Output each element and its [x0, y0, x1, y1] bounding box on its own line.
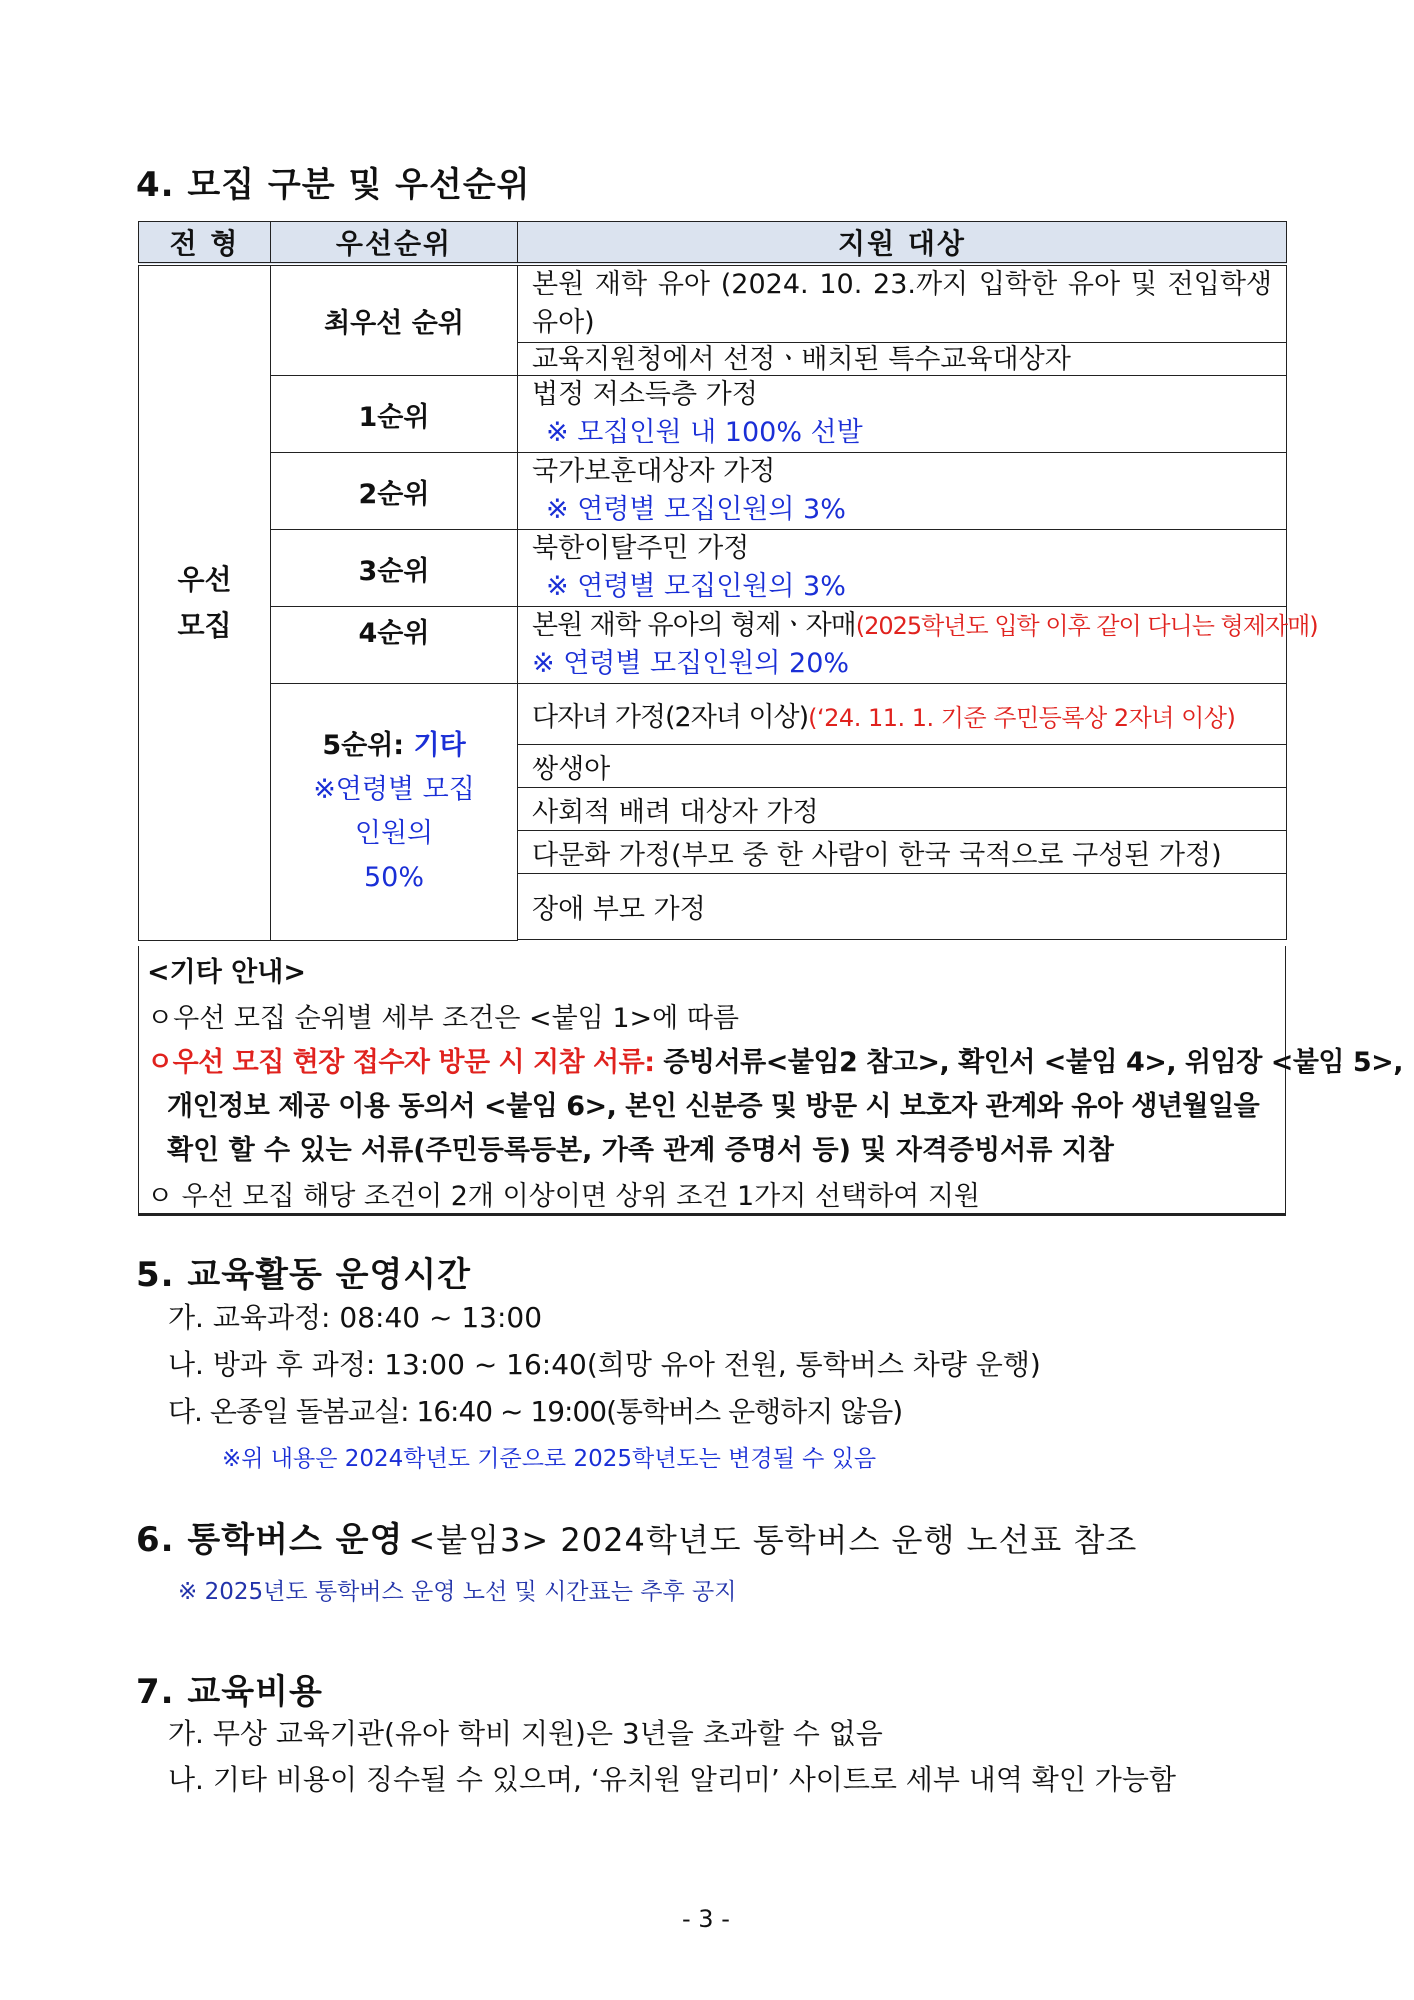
rank-4: 4순위 — [271, 607, 518, 684]
target-5-2: 쌍생아 — [518, 745, 1287, 788]
s6-note: ※ 2025년도 통학버스 운영 노선 및 시간표는 추후 공지 — [178, 1579, 737, 1605]
section-4-title: 4. 모집 구분 및 우선순위 — [136, 165, 531, 205]
target-4-red: (2025학년도 입학 이후 같이 다니는 형제자매) — [855, 612, 1318, 640]
guide-line-1: ㅇ우선 모집 순위별 세부 조건은 <붙임 1>에 따름 — [147, 1003, 739, 1034]
target-5-1 — [518, 684, 1287, 745]
section-6-title: 6. 통학버스 운영 — [136, 1520, 404, 1560]
rank-5-prefix: 5순위: — [322, 729, 405, 761]
section-6-heading — [136, 1512, 1137, 1561]
target-5-4: 다문화 가정(부모 중 한 사람이 한국 국적으로 구성된 가정) — [518, 831, 1287, 874]
target-2-text: 국가보훈대상자 가정 — [532, 456, 776, 487]
target-1-note: ※ 모집인원 내 100% 선발 — [546, 417, 863, 448]
guide-line-5: ㅇ 우선 모집 해당 조건이 2개 이상이면 상위 조건 1가지 선택하여 지원 — [147, 1181, 980, 1212]
type-label-1: 우선 — [177, 562, 232, 596]
rank-5-label — [271, 724, 517, 768]
target-2-note: ※ 연령별 모집인원의 3% — [546, 494, 846, 525]
target-5-5: 장애 부모 가정 — [518, 874, 1287, 940]
s5-item-3: 다. 온종일 돌봄교실: 16:40 ~ 19:00(통학버스 운행하지 않음) — [168, 1395, 903, 1428]
s5-item-2: 나. 방과 후 과정: 13:00 ~ 16:40(희망 유아 전원, 통학버스 차량 운행) — [168, 1348, 1041, 1381]
target-2 — [518, 453, 1287, 530]
target-5-3: 사회적 배려 대상자 가정 — [518, 788, 1287, 831]
header-type: 전 형 — [139, 222, 271, 265]
rank-2: 2순위 — [271, 453, 518, 530]
guide-title: <기타 안내> — [147, 957, 306, 988]
target-4 — [518, 607, 1318, 684]
s5-note: ※위 내용은 2024학년도 기준으로 2025학년도는 변경될 수 있음 — [222, 1446, 877, 1472]
target-3 — [518, 530, 1287, 607]
priority-table — [138, 221, 1318, 941]
section-6-title-rest: <붙임3> 2024학년도 통학버스 운행 노선표 참조 — [408, 1521, 1138, 1559]
rank-5-note-1: ※연령별 모집 — [313, 773, 475, 805]
type-label-2: 모집 — [177, 608, 232, 642]
guide-box — [138, 946, 1404, 1216]
rank-5-suffix: 기타 — [413, 729, 466, 761]
target-4-note: ※ 연령별 모집인원의 20% — [532, 648, 850, 679]
section-5-title: 5. 교육활동 운영시간 — [136, 1255, 471, 1295]
target-1 — [518, 376, 1287, 453]
target-3-text: 북한이탈주민 가정 — [532, 533, 750, 564]
target-5-1-red: (‘24. 11. 1. 기준 주민등록상 2자녀 이상) — [808, 703, 1236, 732]
rank-5 — [271, 684, 518, 941]
guide-line-3: 개인정보 제공 이용 동의서 <붙임 6>, 본인 신분증 및 방문 시 보호자 관계와 유아 생년월일을 — [167, 1091, 1260, 1122]
rank-top: 최우선 순위 — [271, 264, 518, 376]
s7-item-2: 나. 기타 비용이 징수될 수 있으며, ‘유치원 알리미’ 사이트로 세부 내역 확인 가능함 — [168, 1763, 1176, 1796]
target-3-note: ※ 연령별 모집인원의 3% — [546, 571, 846, 602]
rank-5-note-2: 인원의 — [354, 817, 434, 849]
guide-line-2 — [147, 1040, 1403, 1079]
target-5-1-text: 다자녀 가정(2자녀 이상) — [532, 701, 809, 733]
target-4-text: 본원 재학 유아의 형제ㆍ자매 — [532, 610, 856, 641]
spacer — [518, 940, 1287, 941]
section-7-title: 7. 교육비용 — [136, 1672, 323, 1712]
rank-5-note-3: 50% — [363, 861, 424, 893]
header-target: 지원 대상 — [518, 222, 1287, 265]
guide-line-2-black: 증빙서류<붙임2 참고>, 확인서 <붙임 4>, 위임장 <붙임 5>, — [663, 1047, 1404, 1078]
page-number: - 3 - — [682, 1905, 730, 1933]
target-top-1: 본원 재학 유아 (2024. 10. 23.까지 입학한 유아 및 전입학생 유아) — [518, 264, 1287, 343]
rank-3: 3순위 — [271, 530, 518, 607]
header-rank: 우선순위 — [271, 222, 518, 265]
guide-line-2-red: ㅇ우선 모집 현장 접수자 방문 시 지참 서류: — [147, 1047, 655, 1078]
target-top-2: 교육지원청에서 선정ㆍ배치된 특수교육대상자 — [518, 343, 1287, 376]
target-1-text: 법정 저소득층 가정 — [532, 379, 758, 410]
guide-line-4: 확인 할 수 있는 서류(주민등록등본, 가족 관계 증명서 등) 및 자격증빙서류 지참 — [167, 1135, 1114, 1166]
type-cell — [139, 264, 271, 940]
s7-item-1: 가. 무상 교육기관(유아 학비 지원)은 3년을 초과할 수 없음 — [168, 1717, 883, 1750]
s5-item-1: 가. 교육과정: 08:40 ~ 13:00 — [168, 1301, 543, 1334]
rank-1: 1순위 — [271, 376, 518, 453]
